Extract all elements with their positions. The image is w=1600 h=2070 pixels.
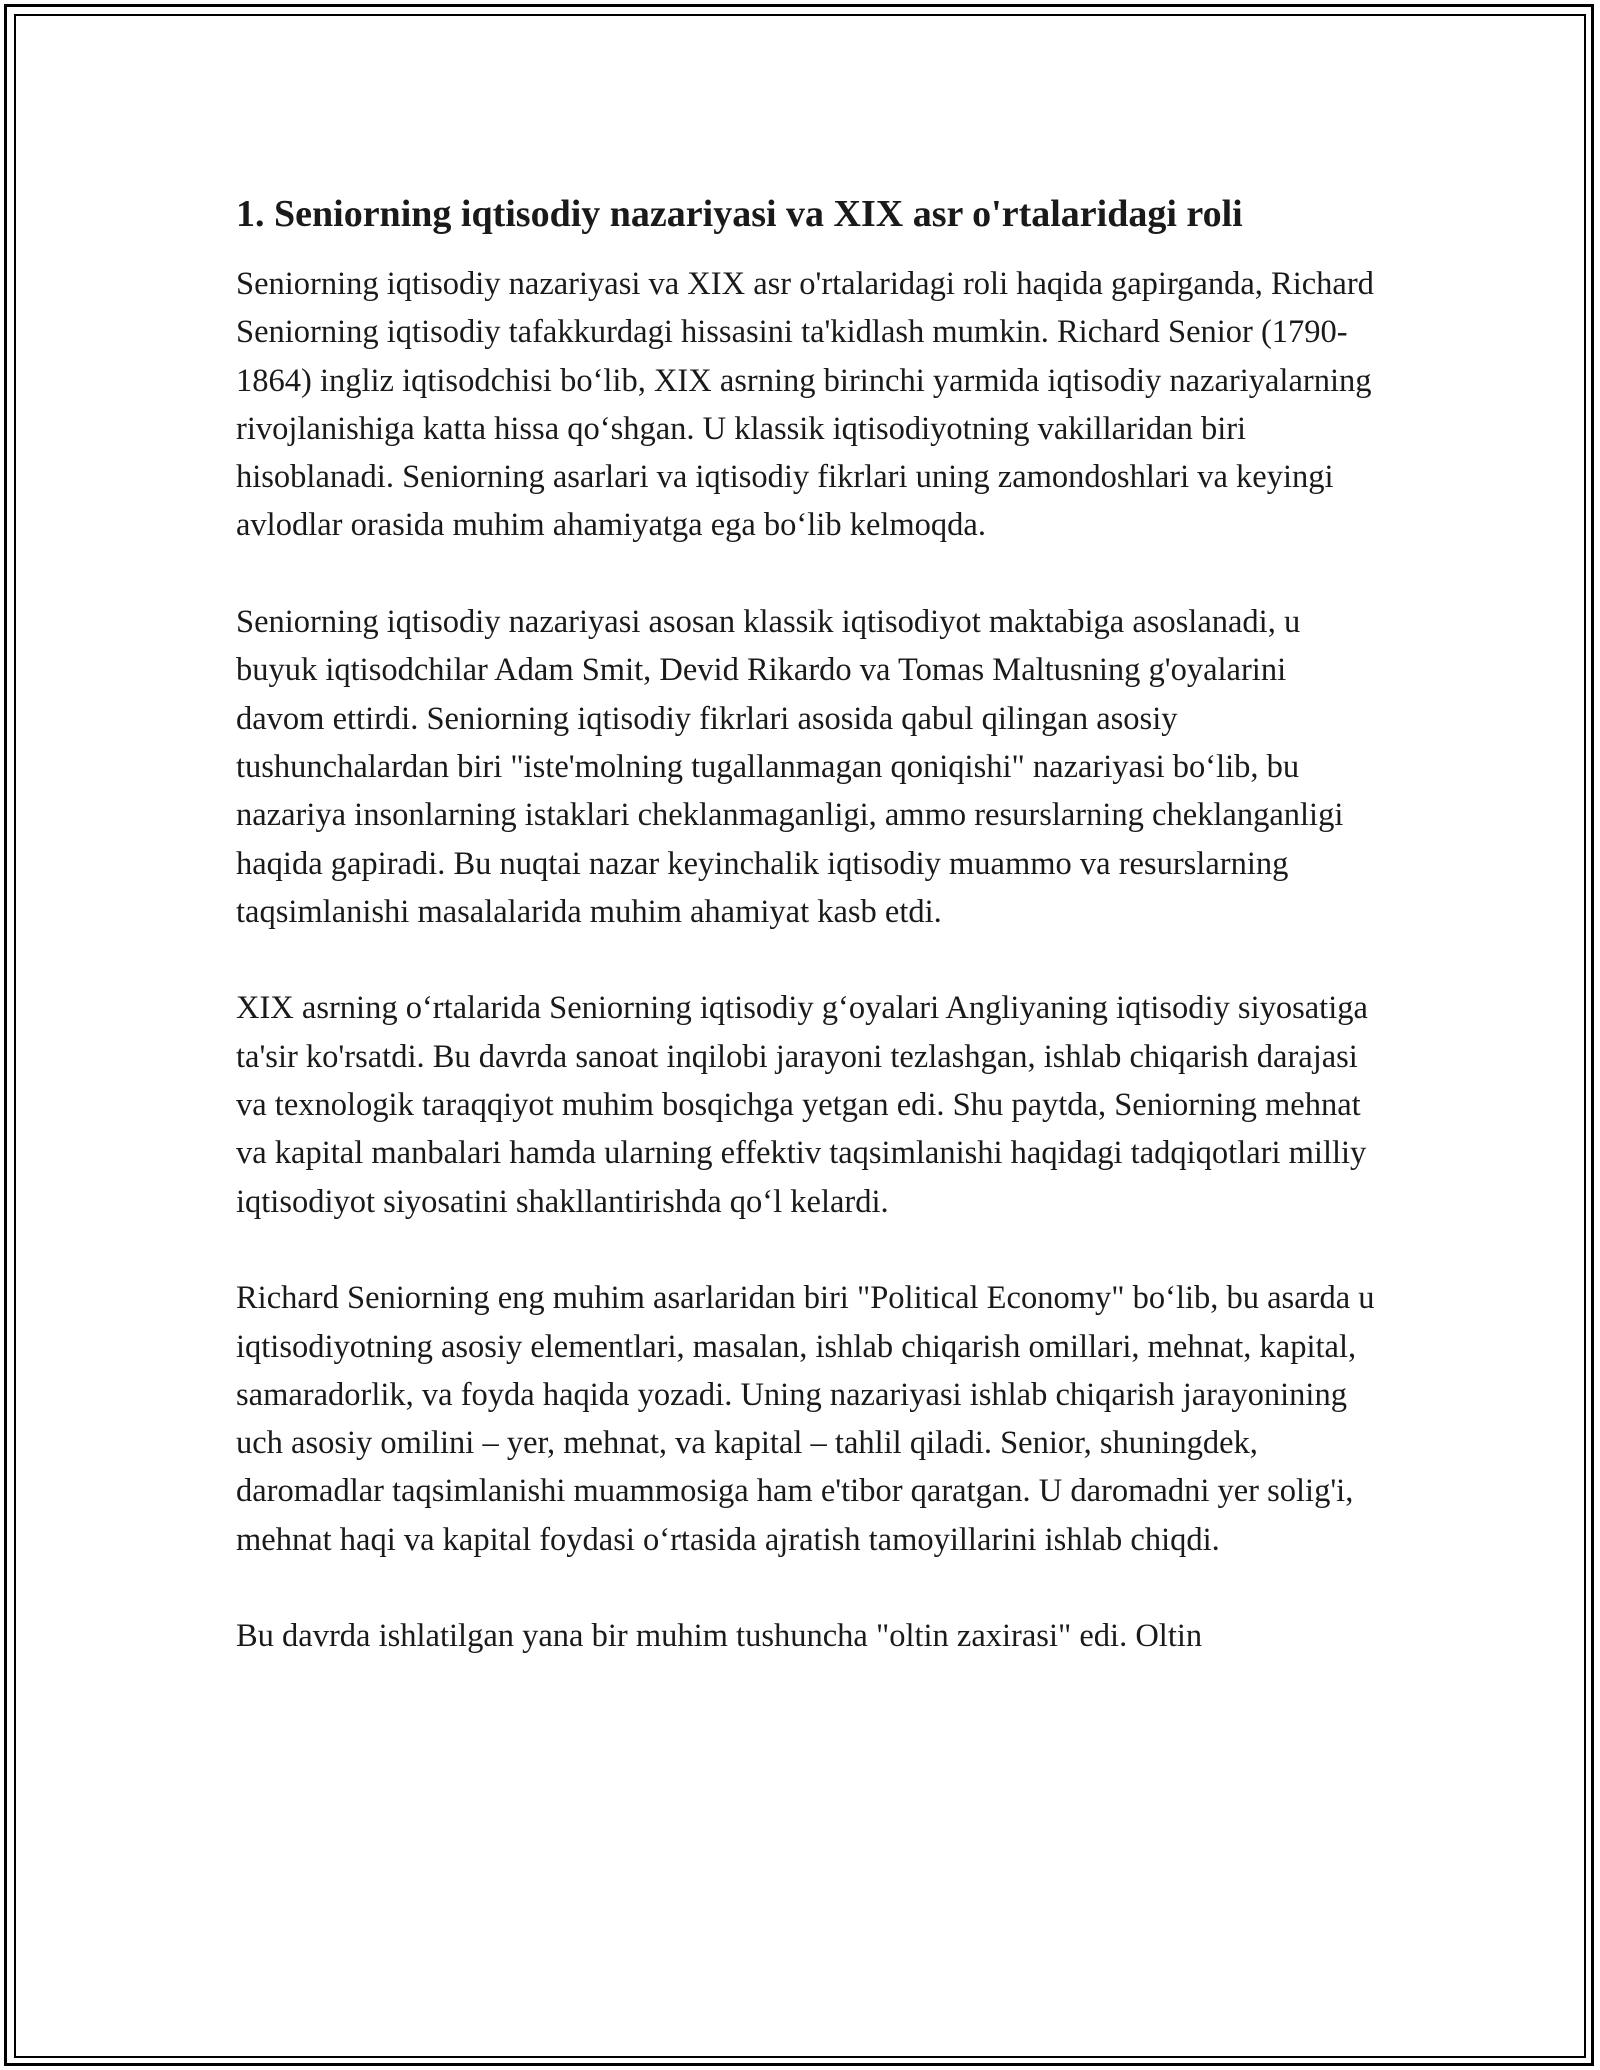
paragraph-5: Bu davrda ishlatilgan yana bir muhim tushuncha "oltin zaxirasi" edi. Oltin xyxy=(236,1618,1203,1655)
paragraph-4: Richard Seniorning eng muhim asarlaridan biri "Political Economy" bo‘lib, bu asarda u iqtisodiyotning asosiy elementlari, masalan, ishlab chiqarish omillari, mehnat, kapital, samaradorlik, va foyda haqida yozadi. Uning nazariyasi ishlab chiqarish jarayonining uch asosiy omilini – yer, mehnat, va kapital – tahlil qiladi. Senior, shuningdek, daromadlar taqsimlanishi muammosiga ham e'tibor qaratgan. U daromadni yer solig'i, mehnat haqi va kapital foydasi o‘rtasida ajratish tamoyillarini ishlab chiqdi. xyxy=(236,1280,1375,1558)
paragraph-3: XIX asrning o‘rtalarida Seniorning iqtisodiy g‘oyalari Angliyaning iqtisodiy siyosatiga ta'sir ko'rsatdi. Bu davrda sanoat inqilobi jarayoni tezlashgan, ishlab chiqarish darajasi va texnologik taraqqiyot muhim bosqichga yetgan edi. Shu paytda, Seniorning mehnat va kapital manbalari hamda ularning effektiv taqsimlanishi haqidagi tadqiqotlari milliy iqtisodiyot siyosatini shakllantirishda qo‘l kelardi. xyxy=(236,990,1368,1220)
document-body xyxy=(236,186,1376,1709)
section-heading: 1. Seniorning iqtisodiy nazariyasi va XIX asr o'rtalaridagi roli xyxy=(236,193,1243,235)
paragraph-2: Seniorning iqtisodiy nazariyasi asosan klassik iqtisodiyot maktabiga asoslanadi, u buyuk iqtisodchilar Adam Smit, Devid Rikardo va Tomas Maltusning g'oyalarini davom ettirdi. Seniorning iqtisodiy fikrlari asosida qabul qilingan asosiy tushunchalardan biri "iste'molning tugallanmagan qoniqishi" nazariyasi bo‘lib, bu nazariya insonlarning istaklari cheklanmaganligi, ammo resurslarning cheklanganligi haqida gapiradi. Bu nuqtai nazar keyinchalik iqtisodiy muammo va resurslarning taqsimlanishi masalalarida muhim ahamiyat kasb etdi. xyxy=(236,604,1344,930)
paragraph-1: Seniorning iqtisodiy nazariyasi va XIX asr o'rtalaridagi roli haqida gapirganda, Richard Seniorning iqtisodiy tafakkurdagi hissasini ta'kidlash mumkin. Richard Senior (1790-1864) ingliz iqtisodchisi bo‘lib, XIX asrning birinchi yarmida iqtisodiy nazariyalarning rivojlanishiga katta hissa qo‘shgan. U klassik iqtisodiyotning vakillaridan biri hisoblanadi. Seniorning asarlari va iqtisodiy fikrlari uning zamondoshlari va keyingi avlodlar orasida muhim ahamiyatga ega bo‘lib kelmoqda. xyxy=(236,266,1374,544)
